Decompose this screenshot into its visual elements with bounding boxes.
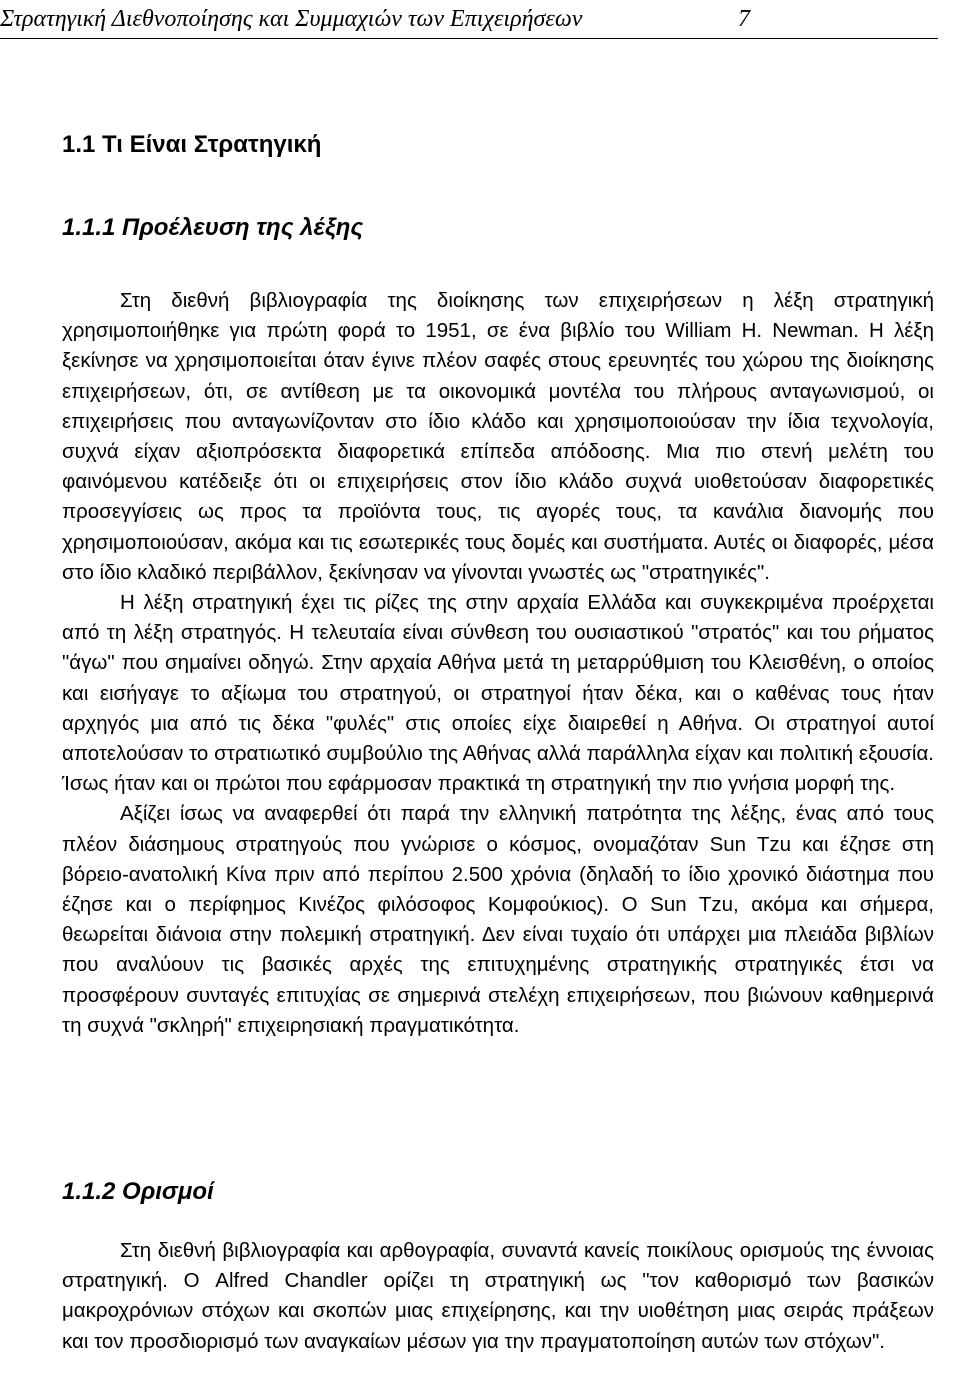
paragraph: Στη διεθνή βιβλιογραφία της διοίκησης των επιχειρήσεων η λέξη στρατηγική χρησιμοποιήθηκε για πρώτη φορά το 1951, σε ένα βιβλίο του William H. Newman. Η λέξη ξεκίνησε να χρησιμοποιείται όταν έγινε πλέον σαφές στους ερευνητές του χώρου της διοίκησης επιχειρήσεων, ότι, σε αντίθεση με τα οικονομικά μοντέλα του πλήρους ανταγωνισμού, οι επιχειρήσεις που ανταγωνίζονταν στο ίδιο κλάδο και χρησιμοποιούσαν την ίδια τεχνολογία, συχνά είχαν αξιοπρόσεκτα διαφορετικά επίπεδα απόδοσης. Μια πιο στενή μελέτη του φαινόμενου κατέδειξε ότι οι επιχειρήσεις στον ίδιο κλάδο συχνά υιοθετούσαν διαφορετικές προσεγγίσεις ως προς τα προϊόντα τους, τις αγορές τους, τα κανάλια διανομής που χρησιμοποιούσαν, ακόμα και τις εσωτερικές τους δομές και συστήματα. Αυτές οι διαφορές, μέσα στο ίδιο κλαδικό περιβάλλον, ξεκίνησαν να γίνονται γνωστές ως "στρατηγικές". [62,289,934,584]
paragraph: Αξίζει ίσως να αναφερθεί ότι παρά την ελληνική πατρότητα της λέξης, ένας από τους πλέον διάσημους στρατηγούς που γνώρισε ο κόσμος, ονομαζόταν Sun Tzu και έζησε στη βόρειο-ανατολική Κίνα πριν από περίπου 2.500 χρόνια (δηλαδή το ίδιο χρονικό διάστημα που έζησε και ο περίφημος Κινέζος φιλόσοφος Κομφούκιος). Ο Sun Tzu, ακόμα και σήμερα, θεωρείται διάνοια στην πολεμική στρατηγική. Δεν είναι τυχαίο ότι υπάρχει μια πλειάδα βιβλίων που αναλύουν τις βασικές αρχές της επιτυχημένης στρατηγικής στρατηγικές έτσι να προσφέρουν συνταγές επιτυχίας σε σημερινά στελέχη επιχειρήσεων, που βιώνουν καθημερινά τη συχνά "σκληρή" επιχειρησιακή πραγματικότητα. [62,802,934,1037]
header-title: Στρατηγική Διεθνοποίησης και Συμμαχιών των Επιχειρήσεων [0,6,583,32]
paragraph: Στη διεθνή βιβλιογραφία και αρθογραφία, συναντά κανείς ποικίλους ορισμούς της έννοιας στρατηγική. Ο Alfred Chandler ορίζει τη στρατηγική ως "τον καθορισμό των βασικών μακροχρόνιων στόχων και σκοπών μιας επιχείρησης, και την υιοθέτηση μιας σειράς πράξεων και τον προσδιορισμό των αναγκαίων μέσων για την πραγματοποίηση αυτών των στόχων". [62,1239,934,1353]
subsection-definitions-body [62,1236,934,1357]
section-title: 1.1 Τι Είναι Στρατηγική [62,131,322,158]
subsection-origin-body [62,286,934,1041]
subsection-title-origin: 1.1.1 Προέλευση της λέξης [62,214,364,241]
subsection-title-definitions: 1.1.2 Ορισμοί [62,1178,214,1205]
running-header [0,4,938,39]
paragraph: Η λέξη στρατηγική έχει τις ρίζες της στην αρχαία Ελλάδα και συγκεκριμένα προέρχεται από τη λέξη στρατηγός. Η τελευταία είναι σύνθεση του ουσιαστικού "στρατός" και του ρήματος "άγω" που σημαίνει οδηγώ. Στην αρχαία Αθήνα μετά τη μεταρρύθμιση του Κλεισθένη, ο οποίος και εισήγαγε το αξίωμα του στρατηγού, οι στρατηγοί ήταν δέκα, και ο καθένας τους ήταν αρχηγός μια από τις δέκα "φυλές" στις οποίες είχε διαιρεθεί η Αθήνα. Οι στρατηγοί αυτοί αποτελούσαν το στρατιωτικό συμβούλιο της Αθήνας αλλά παράλληλα είχαν και πολιτική εξουσία. Ίσως ήταν και οι πρώτοι που εφάρμοσαν πρακτικά τη στρατηγική την πιο γνήσια μορφή της. [62,591,934,796]
page-number: 7 [738,6,750,32]
